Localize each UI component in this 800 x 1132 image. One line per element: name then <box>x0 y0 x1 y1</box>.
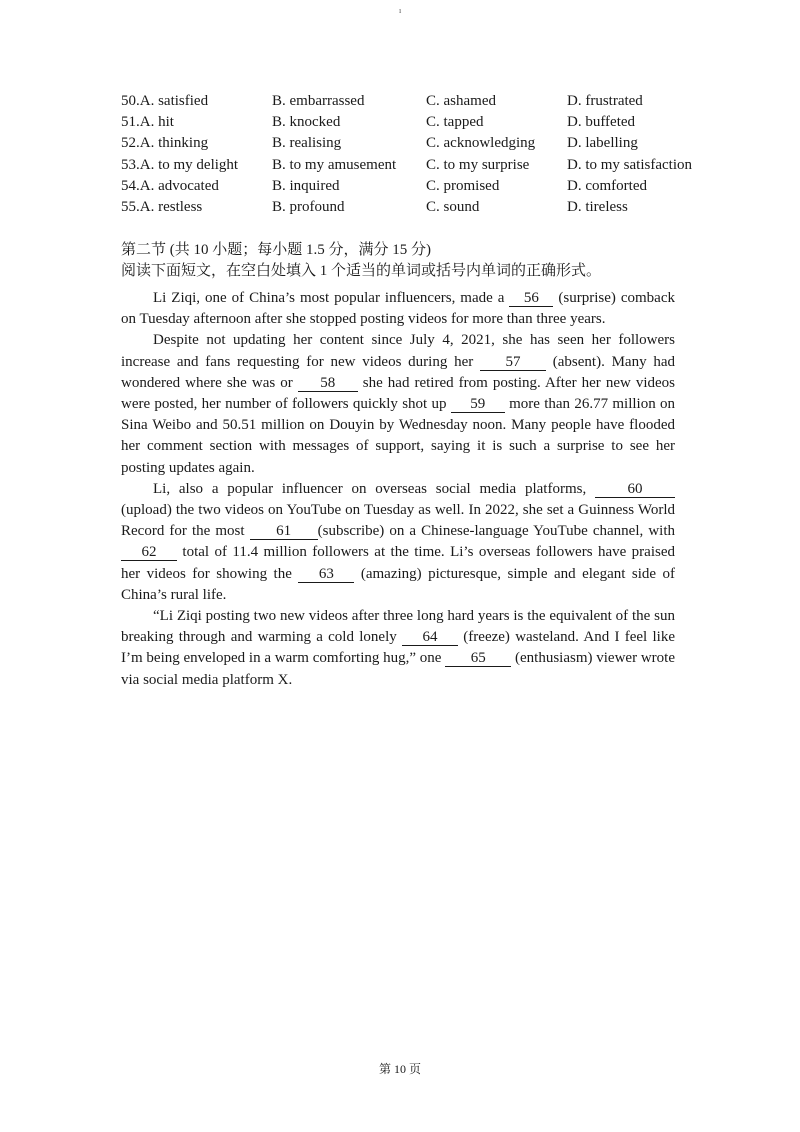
option-c: C. sound <box>426 198 480 215</box>
blank-57: 57 <box>480 354 546 371</box>
option-d: D. buffeted <box>567 114 636 131</box>
option-a: 51.A. hit <box>121 114 174 131</box>
option-c: C. tapped <box>426 114 484 131</box>
passage-text: (subscribe) on a Chinese-language YouTube channel, with <box>317 523 675 540</box>
passage-text: (upload) the two videos on YouTube on Tuesday as well. In 2022, she set a Guinness World Record for the most <box>121 502 675 540</box>
option-d: D. tireless <box>567 198 628 215</box>
passage-text: (surprise) comback on Tuesday afternoon after she stopped posting videos for more than three years. <box>121 290 675 328</box>
option-a: 52.A. thinking <box>121 135 209 152</box>
option-b: B. profound <box>272 198 345 215</box>
option-c: C. ashamed <box>426 93 496 109</box>
option-a: 54.A. advocated <box>121 177 219 194</box>
passage-text: Li Ziqi, one of China’s most popular influencers, made a <box>153 290 510 306</box>
blank-63: 63 <box>298 566 354 583</box>
page-number: 第 10 页 <box>378 1062 421 1076</box>
passage-text: more than 26.77 million on Sina Weibo and 50.51 million on Douyin by Wednesday noon. Many people have flooded her comment section with messages of support, saying it is such a surprise to see her posting updates again. <box>121 396 675 476</box>
option-a: 50.A. satisfied <box>121 93 209 109</box>
paragraph-3 <box>121 479 675 606</box>
passage-text: (absent). Many had wondered where she was or <box>121 353 675 391</box>
section-title: 第二节 (共 10 小题；每小题 1.5 分，满分 15 分) <box>121 242 431 258</box>
option-b: B. embarrassed <box>272 93 365 109</box>
option-b: B. realising <box>272 135 342 152</box>
reading-passage <box>121 288 675 691</box>
option-d: D. comforted <box>567 177 647 194</box>
blank-65: 65 <box>445 650 511 667</box>
option-b: B. inquired <box>272 177 340 194</box>
passage-text: (enthusiasm) viewer wrote via social media platform X. <box>121 650 675 688</box>
blank-62: 62 <box>121 544 177 561</box>
option-b: B. knocked <box>272 114 341 131</box>
option-a: 55.A. restless <box>121 198 203 215</box>
blank-60: 60 <box>595 481 675 498</box>
option-a: 53.A. to my delight <box>121 156 239 173</box>
blank-56: 56 <box>509 290 553 307</box>
passage-text: Li, also a popular influencer on overseas social media platforms, <box>153 480 595 497</box>
paragraph-1 <box>121 288 675 330</box>
option-d: D. labelling <box>567 135 638 152</box>
passage-text: (freeze) wasteland. And I feel like I’m being enveloped in a warm comforting hug,” one <box>121 629 675 667</box>
option-b: B. to my amusement <box>272 156 397 173</box>
passage-text: (amazing) picturesque, simple and elegant side of China’s rural life. <box>121 565 676 603</box>
blank-58: 58 <box>298 375 358 392</box>
option-c: C. to my surprise <box>426 156 530 173</box>
paragraph-2 <box>121 330 675 478</box>
passage-text: Despite not updating her content since July 4, 2021, she has seen her followers increase and fans requesting for new videos during her <box>121 332 675 370</box>
scan-mark: ı <box>399 6 402 15</box>
option-d: D. frustrated <box>567 93 643 109</box>
option-c: C. acknowledging <box>426 135 536 152</box>
instruction-text: 阅读下面短文，在空白处填入 1 个适当的单词或括号内单词的正确形式。 <box>121 263 602 279</box>
blank-61: 61 <box>250 523 318 540</box>
option-c: C. promised <box>426 177 500 194</box>
passage-text: “Li Ziqi posting two new videos after three long hard years is the equivalent of the sun breaking through and warming a cold lonely <box>121 608 675 646</box>
blank-64: 64 <box>402 629 458 646</box>
passage-text: she had retired from posting. After her new videos were posted, her number of followers quickly shot up <box>121 374 676 413</box>
passage-text: total of 11.4 million followers at the time. Li’s overseas followers have praised her videos for showing the <box>121 544 675 582</box>
option-d: D. to my satisfaction <box>567 156 692 173</box>
blank-59: 59 <box>451 396 505 413</box>
paragraph-4 <box>121 606 675 691</box>
